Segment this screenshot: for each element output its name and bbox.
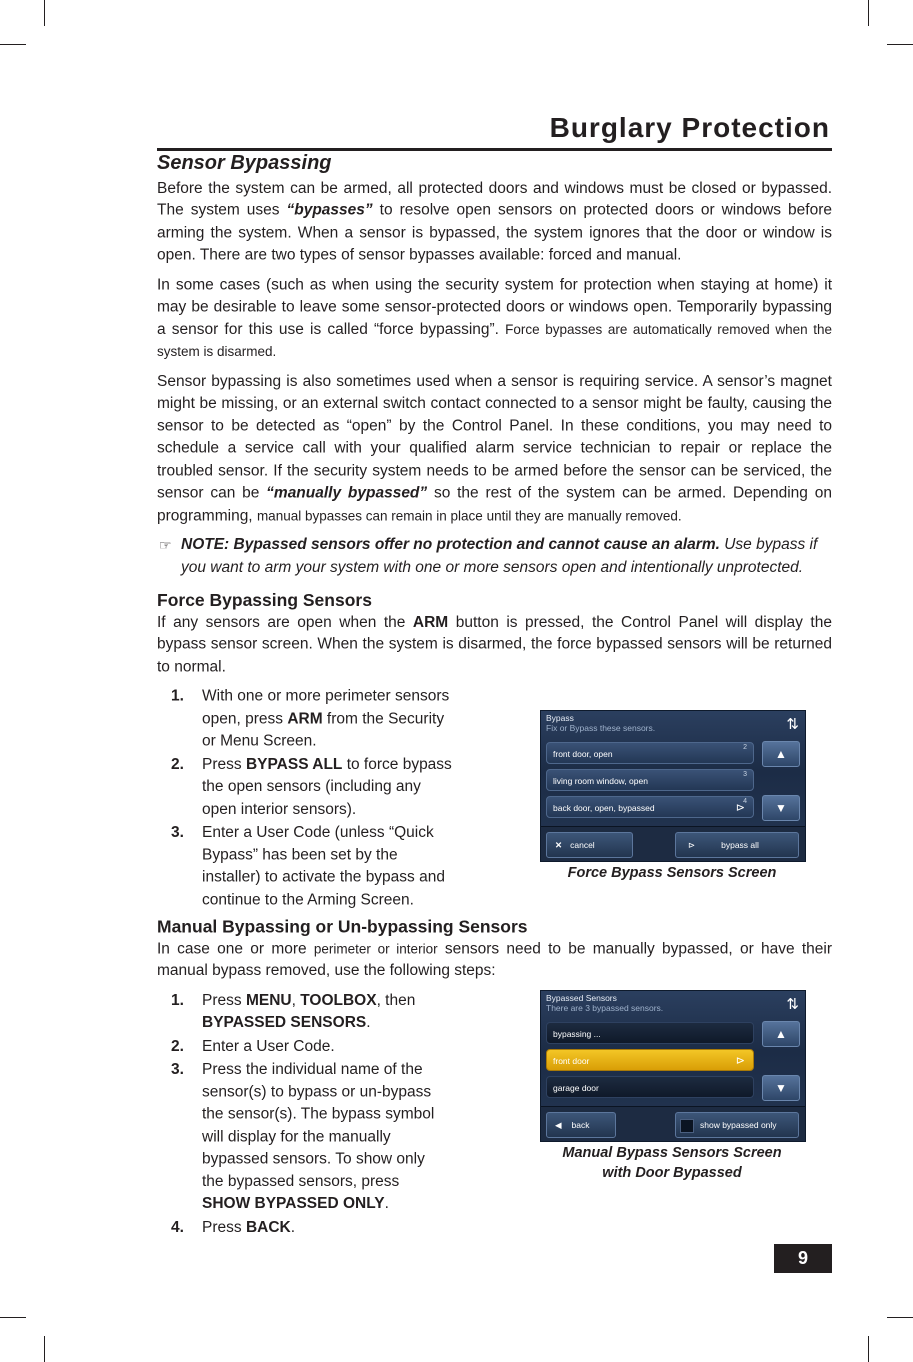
- list-item: 4. Press BACK.: [171, 1218, 296, 1236]
- screen-subtitle: There are 3 bypassed sensors.: [546, 1003, 664, 1013]
- plug-icon: ⇅: [786, 996, 799, 1013]
- page-number: 9: [774, 1244, 832, 1273]
- sensor-row[interactable]: bypassing ...: [546, 1022, 754, 1044]
- scroll-up-button[interactable]: ▲: [762, 741, 800, 767]
- show-bypassed-only-button[interactable]: show bypassed only: [675, 1112, 799, 1138]
- screen-button-bar: [541, 826, 805, 861]
- crop-mark: [868, 1336, 869, 1362]
- crop-mark: [44, 1336, 45, 1362]
- pointing-hand-icon: ☞: [159, 537, 172, 554]
- list-item: 1. Press MENU, TOOLBOX, then BYPASSED SENSORS.: [171, 991, 416, 1031]
- paragraph: If any sensors are open when the ARM button is pressed, the Control Panel will display the bypass sensor screen. When the system is disarmed, the force bypassed sensors will be returned to normal.: [157, 613, 832, 676]
- crop-mark: [868, 0, 869, 26]
- screen-subtitle: Fix or Bypass these sensors.: [546, 723, 656, 733]
- paragraph: Sensor bypassing is also sometimes used when a sensor is requiring service. A sensor’s magnet might be missing, or an external switch contact connected to a sensor might be faulty, causing the sensor to be detected as “open” by the Control Panel. In these conditions, you may need to schedule a service call with your qualified alarm service technician to repair or replace the troubled sensor. If the security system needs to be armed before the sensor can be serviced, the sensor can be “manually bypassed” so the rest of the system can be armed. Depending on programming, manual bypasses can remain in place until they are manually removed.: [157, 372, 832, 524]
- note: ☞ NOTE: Bypassed sensors offer no protection and cannot cause an alarm. Use bypass if you want to arm your system with one or more sensors open and intentionally unprotected.: [159, 536, 818, 576]
- list-item: 2. Enter a User Code.: [171, 1037, 335, 1055]
- section-heading-force-bypassing: Force Bypassing Sensors: [157, 589, 372, 610]
- bypass-all-button[interactable]: ⊳ bypass all: [675, 832, 799, 858]
- cancel-button[interactable]: ✕ cancel: [546, 832, 633, 858]
- scroll-up-button[interactable]: ▲: [762, 1021, 800, 1047]
- sensor-row[interactable]: living room window, open 3: [546, 769, 754, 791]
- force-bypass-steps: [157, 686, 457, 912]
- paragraph: Before the system can be armed, all protected doors and windows must be closed or bypassed. The system uses “bypasses” to resolve open sensors on protected doors or windows before arming the system. When a sensor is bypassed, the system ignores that the door or window is open. There are two types of sensor bypasses available: forced and manual.: [157, 179, 832, 264]
- crop-mark: [0, 1317, 26, 1318]
- force-bypass-screen: [540, 710, 806, 862]
- crop-mark: [0, 44, 26, 45]
- sensor-row[interactable]: front door, open 2: [546, 742, 754, 764]
- screen-title: Bypass: [546, 713, 574, 723]
- back-button[interactable]: ◀ back: [546, 1112, 616, 1138]
- header-rule: [157, 148, 832, 151]
- caption-line: with Door Bypassed: [602, 1165, 742, 1181]
- back-arrow-icon: ◀: [555, 1120, 562, 1130]
- scroll-down-button[interactable]: ▼: [762, 795, 800, 821]
- list-item: 2. Press BYPASS ALL to force bypass the open sensors (including any open interior sensors).: [171, 755, 452, 818]
- paragraph: In some cases (such as when using the security system for protection when staying at home) it may be desirable to leave some sensor-protected doors or windows open. Temporarily bypassing a sensor for this use is called “force bypassing”. Force bypasses are automatically removed when the system is disarmed.: [157, 275, 832, 360]
- bypass-icon: ⊳: [735, 802, 745, 814]
- section-heading-manual-bypassing: Manual Bypassing or Un-bypassing Sensors: [157, 916, 528, 937]
- screen-title: Bypassed Sensors: [546, 993, 617, 1003]
- manual-bypass-screen: [540, 990, 806, 1142]
- list-item: 1. With one or more perimeter sensors open, press ARM from the Security or Menu Screen.: [171, 687, 450, 750]
- screen-button-bar: [541, 1106, 805, 1141]
- section-heading-sensor-bypassing: Sensor Bypassing: [157, 152, 332, 174]
- figure-caption: Force Bypass Sensors Screen: [567, 865, 777, 881]
- crop-mark: [887, 44, 913, 45]
- paragraph: In case one or more perimeter or interior sensors need to be manually bypassed, or have their manual bypass removed, use the following steps:: [157, 939, 832, 980]
- close-icon: ✕: [555, 840, 563, 850]
- crop-mark: [44, 0, 45, 26]
- figure-caption: [540, 1143, 804, 1183]
- crop-mark: [887, 1317, 913, 1318]
- chapter-title: Burglary Protection: [549, 112, 830, 143]
- sensor-row[interactable]: back door, open, bypassed 4 ⊳: [546, 796, 754, 818]
- plug-icon: ⇅: [786, 716, 799, 733]
- scroll-down-button[interactable]: ▼: [762, 1075, 800, 1101]
- bypass-icon: ⊳: [735, 1055, 745, 1067]
- manual-bypass-steps: [157, 990, 437, 1239]
- sensor-row[interactable]: garage door: [546, 1076, 754, 1098]
- caption-line: Manual Bypass Sensors Screen: [562, 1145, 782, 1161]
- sensor-row-bypassed[interactable]: front door ⊳: [546, 1049, 754, 1071]
- list-item: 3. Enter a User Code (unless “Quick Bypass” has been set by the installer) to activate the bypass and continue to the Arming Screen.: [171, 823, 445, 909]
- checkbox-icon: [680, 1119, 694, 1133]
- list-item: 3. Press the individual name of the sensor(s) to bypass or un-bypass the sensor(s). The bypass symbol will display for the manually bypassed sensors. To show only the bypassed sensors, press SHOW BYPASSED ONLY.: [171, 1060, 435, 1213]
- bypass-icon: ⊳: [688, 840, 696, 850]
